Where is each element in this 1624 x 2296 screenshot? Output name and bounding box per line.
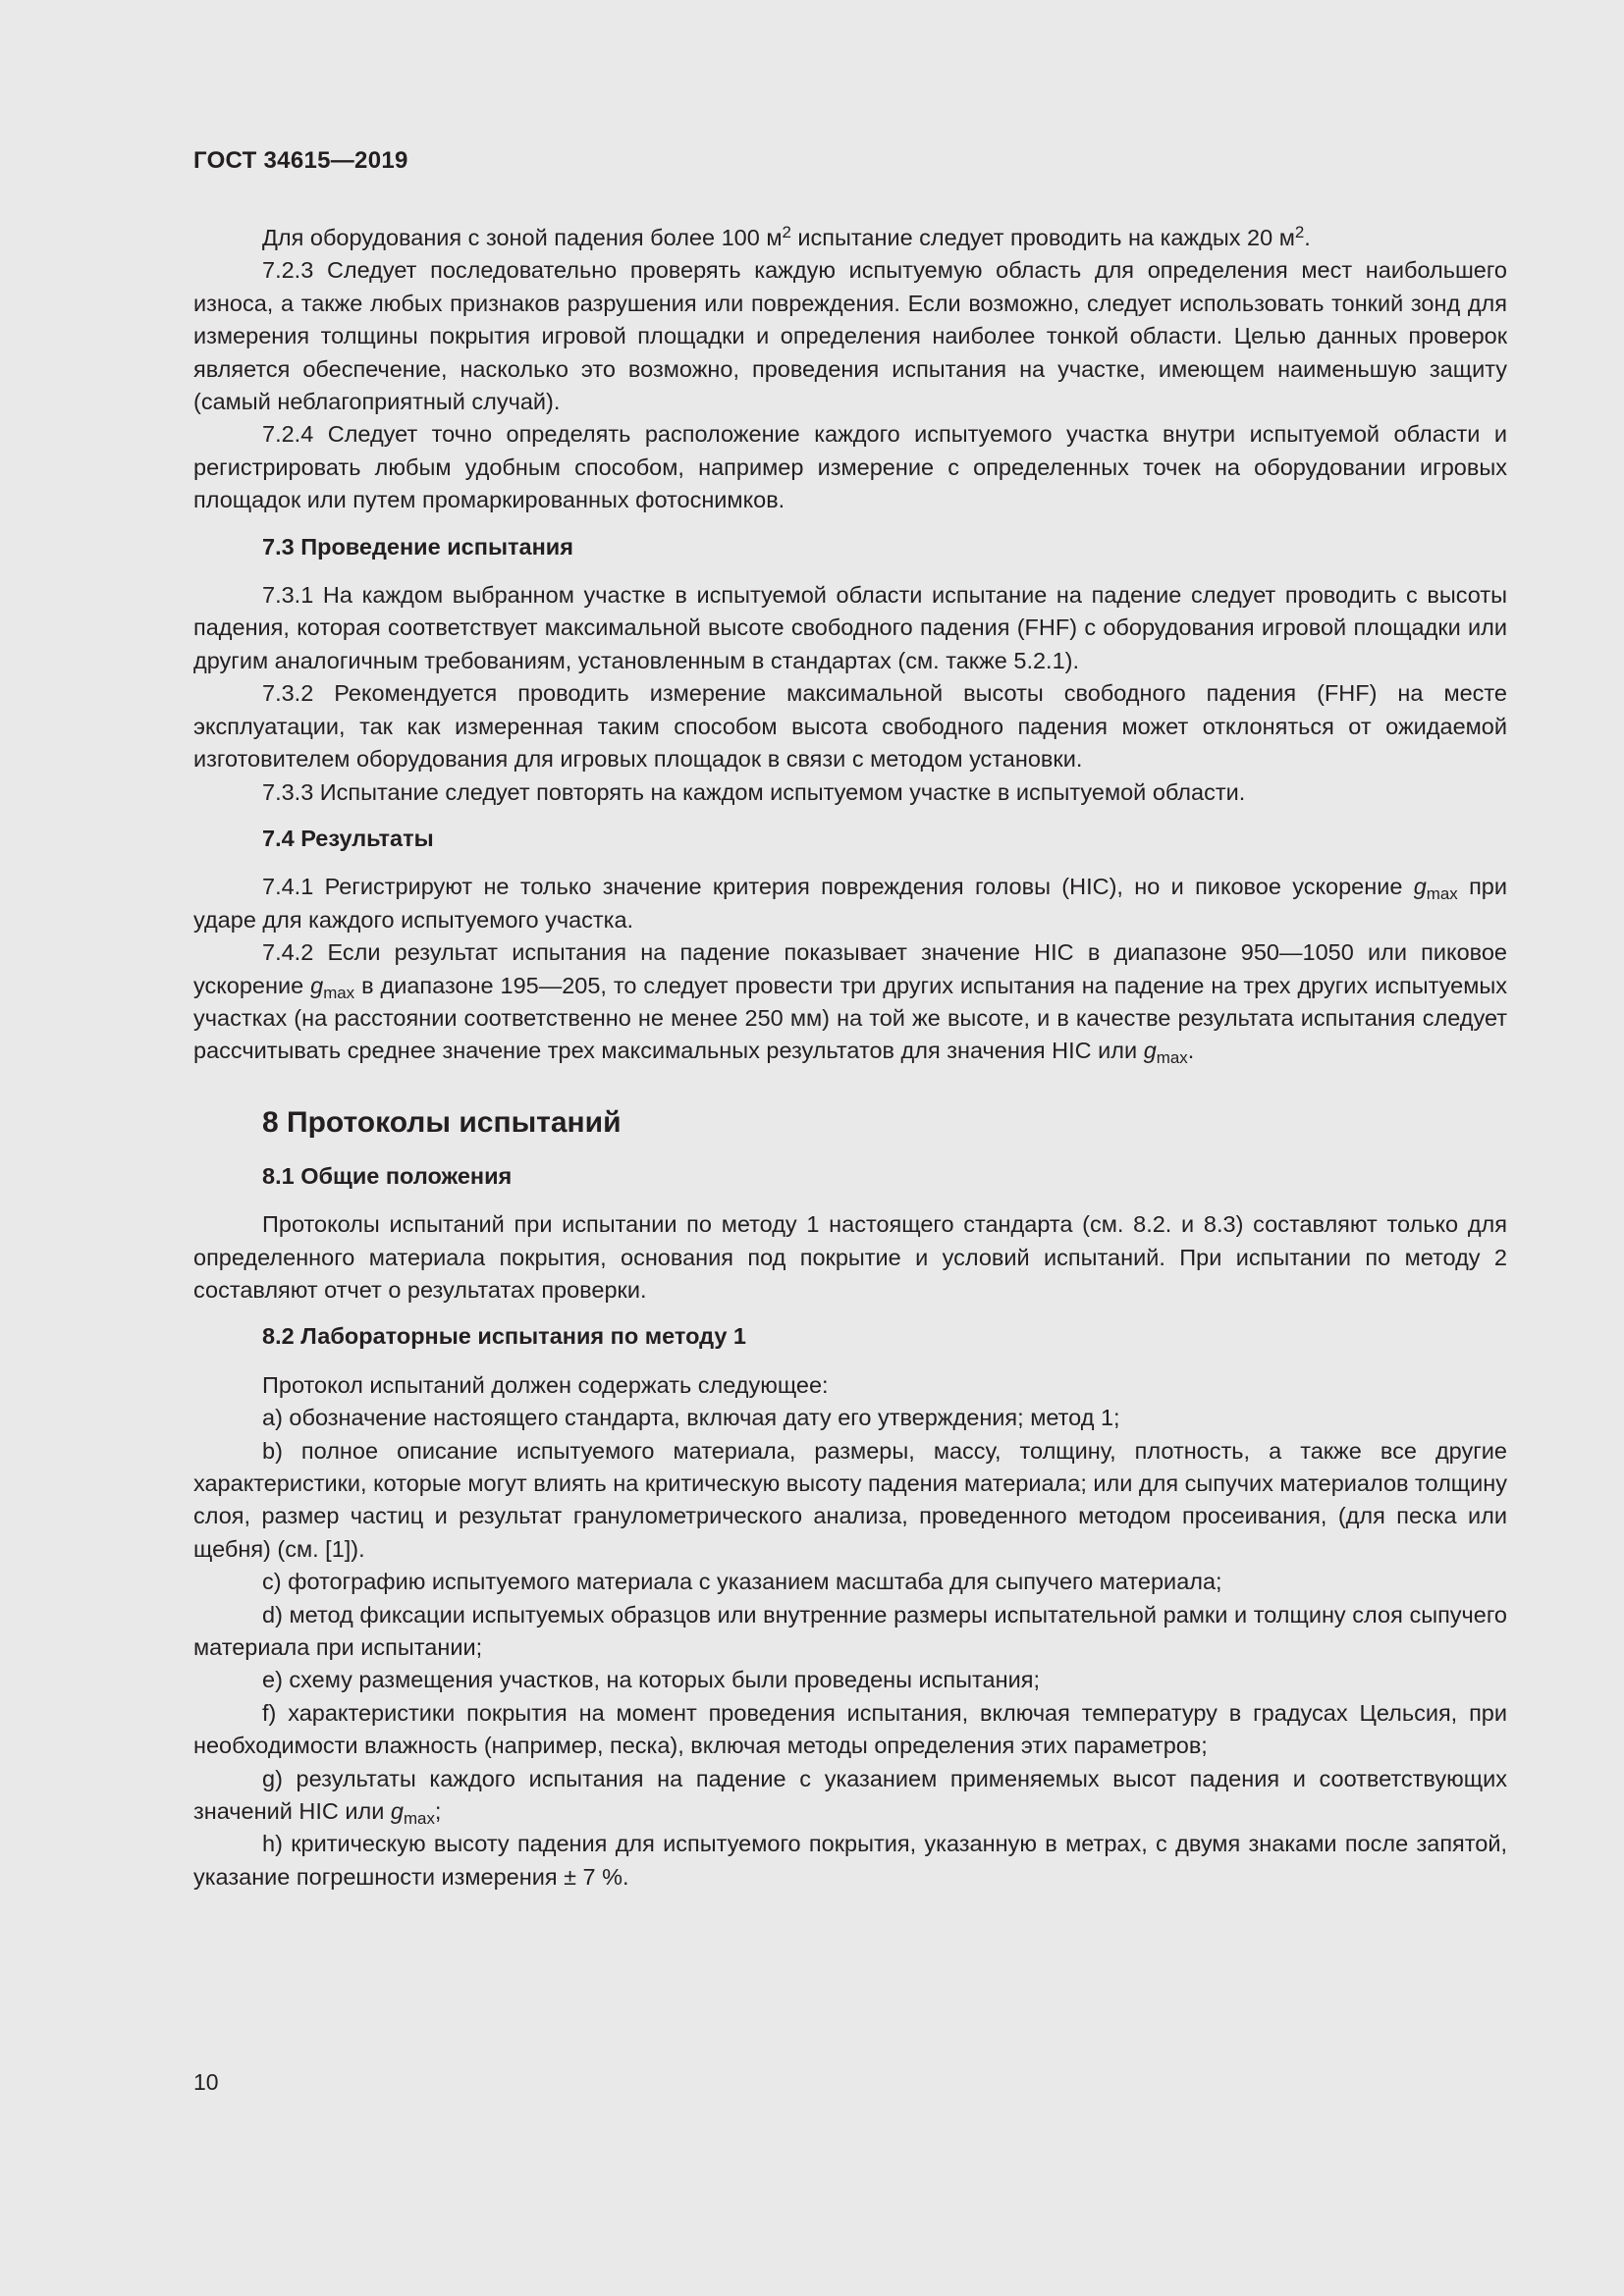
- heading-section-8: 8 Протоколы испытаний: [262, 1105, 622, 1139]
- paragraph-7-4-1: 7.4.1 Регистрируют не только значение критерия повреждения головы (HIC), но и пиковое ускорение $g_{max}$ при ударе для каждого испытуемого участка.: [193, 874, 1507, 933]
- heading-7-4: 7.4 Результаты: [262, 825, 434, 851]
- heading-8-2: 8.2 Лабораторные испытания по методу 1: [262, 1323, 746, 1350]
- list-item-d: d) метод фиксации испытуемых образцов или внутренние размеры испытательной рамки и толщину слоя сыпучего материала при испытании;: [193, 1601, 1507, 1661]
- paragraph-7-3-1: 7.3.1 На каждом выбранном участке в испытуемой области испытание на падение следует проводить с высоты падения, которая соответствует максимальной высоте свободного падения (FHF) с оборудования игровой площадки или другим аналогичным требованиям, установленным в стандартах (см. также 5.2.1).: [193, 582, 1507, 673]
- document-header: ГОСТ 34615—2019: [193, 147, 408, 174]
- list-item-h: h) критическую высоту падения для испытуемого покрытия, указанную в метрах, с двумя знаками после запятой, указание погрешности измерения ± 7 %.: [193, 1831, 1507, 1890]
- list-item-a: а) обозначение настоящего стандарта, включая дату его утверждения; метод 1;: [262, 1405, 1120, 1431]
- heading-7-3: 7.3 Проведение испытания: [262, 533, 573, 560]
- list-item-f: f) характеристики покрытия на момент проведения испытания, включая температуру в градусах Цельсия, при необходимости влажность (например, песка), включая методы определения этих параметров;: [193, 1699, 1507, 1759]
- list-item-b: b) полное описание испытуемого материала, размеры, массу, толщину, плотность, а также все другие характеристики, которые могут влиять на критическую высоту падения материала; или для сыпучих материалов толщину слоя, размер частиц и результат гранулометрического анализа, проведенного методом просеивания, (для песка или щебня) (см. [1]).: [193, 1437, 1507, 1562]
- paragraph-7-2-4: 7.2.4 Следует точно определять расположение каждого испытуемого участка внутри испытуемой области и регистрировать любым удобным способом, например измерение с определенных точек на оборудовании игровых площадок или путем промаркированных фотоснимков.: [193, 421, 1507, 513]
- paragraph-7-2-3: 7.2.3 Следует последовательно проверять каждую испытуемую область для определения мест наибольшего износа, а также любых признаков разрушения или повреждения. Если возможно, следует использовать тонкий зонд для измерения толщины покрытия игровой площадки и определения наиболее тонкой области. Целью данных проверок является обеспечение, насколько это возможно, проведения испытания на участке, имеющем наименьшую защиту (самый неблагоприятный случай).: [193, 257, 1507, 415]
- paragraph-8-1: Протоколы испытаний при испытании по методу 1 настоящего стандарта (см. 8.2. и 8.3) составляют только для определенного материала покрытия, основания под покрытие и условий испытаний. При испытании по методу 2 составляют отчет о результатах проверки.: [193, 1211, 1507, 1303]
- paragraph-7-3-2: 7.3.2 Рекомендуется проводить измерение максимальной высоты свободного падения (FHF) на месте эксплуатации, так как измеренная таким способом высота свободного падения может отклоняться от ожидаемой изготовителем оборудования для игровых площадок в связи с методом установки.: [193, 680, 1507, 773]
- heading-8-1: 8.1 Общие положения: [262, 1162, 513, 1189]
- list-item-g: g) результаты каждого испытания на падение с указанием применяемых высот падения и соответствующих значений HIC или $g_{max}$;: [193, 1765, 1507, 1829]
- list-item-e: е) схему размещения участков, на которых были проведены испытания;: [262, 1667, 1040, 1693]
- paragraph-8-2-intro: Протокол испытаний должен содержать следующее:: [262, 1371, 829, 1398]
- paragraph-7-2-2-cont: Для оборудования с зоной падения более 100 $м^2$ испытание следует проводить на каждых 20 $м^2$.: [262, 223, 1311, 250]
- page-number: 10: [193, 2069, 219, 2095]
- list-item-c: с) фотографию испытуемого материала с указанием масштаба для сыпучего материала;: [262, 1569, 1222, 1595]
- paragraph-7-3-3: 7.3.3 Испытание следует повторять на каждом испытуемом участке в испытуемой области.: [262, 778, 1246, 805]
- paragraph-7-4-2: 7.4.2 Если результат испытания на падение показывает значение HIC в диапазоне 950—1050 или пиковое ускорение $g_{max}$ в диапазоне 195—205, то следует провести три других испытания на падение на трех других испытуемых участках (на расстоянии соответственно не менее 250 мм) на той же высоте, и в качестве результата испытания следует рассчитывать среднее значение трех максимальных результатов для значения HIC или $g_{max}$.: [193, 939, 1507, 1068]
- page-content: [193, 222, 1507, 1894]
